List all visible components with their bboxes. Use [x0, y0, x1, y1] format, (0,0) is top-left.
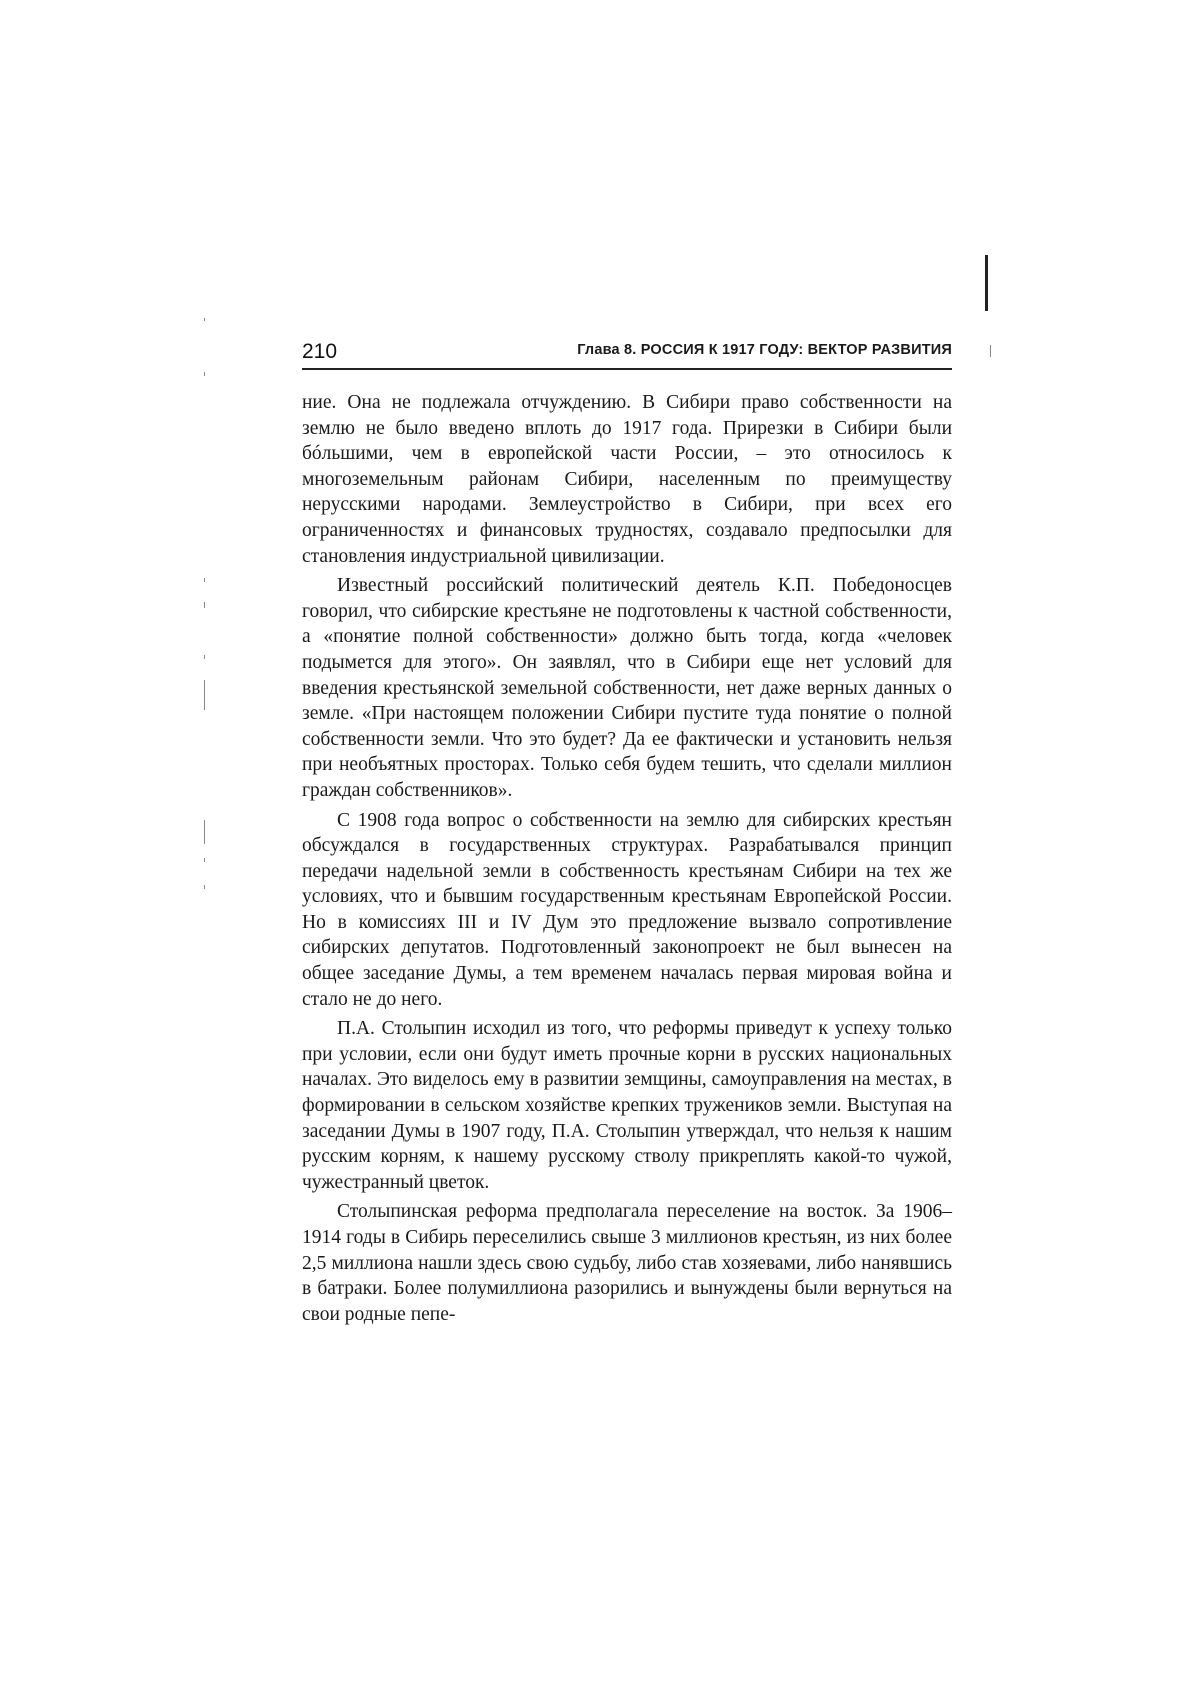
scan-edge-mark — [985, 255, 988, 311]
running-head: Глава 8. РОССИЯ К 1917 ГОДУ: ВЕКТОР РАЗВИТИЯ — [577, 342, 952, 358]
paragraph: П.А. Столыпин исходил из того, что реформы приведут к успеху только при условии, если они будут иметь прочные корни в русских национальных началах. Это виделось ему в развитии земщины, самоуправления на местах, в формировании в сельском хозяйстве крепких тружеников земли. Выступая на заседании Думы в 1907 году, П.А. Столыпин утверждал, что нельзя к нашим русским корням, к нашему русскому стволу прикреплять какой-то чужой, чужестранный цветок. — [302, 1018, 952, 1193]
page-header — [302, 338, 952, 370]
page-number: 210 — [302, 340, 338, 363]
scan-margin-dots — [204, 680, 205, 710]
scan-margin-dots — [204, 372, 205, 376]
paragraph: ние. Она не подлежала отчуждению. В Сибири право собственности на землю не было введено вплоть до 1917 года. Прирезки в Сибири были бóльшими, чем в европейской части России, – это относилось к многоземельным районам Сибири, населенным по преимуществу нерусскими народами. Землеустройство в Сибири, при всех его ограниченностях и финансовых трудностях, создавало предпосылки для становления индустриальной цивилизации. — [302, 392, 952, 567]
scan-margin-dots — [204, 820, 205, 844]
paragraph: Столыпинская реформа предполагала переселение на восток. За 1906–1914 годы в Сибирь переселились свыше 3 миллионов крестьян, из них более 2,5 миллиона нашли здесь свою судьбу, либо став хозяевами, либо нанявшись в батраки. Более полумиллиона разорились и вынуждены были вернуться на свои родные пепе- — [302, 1201, 952, 1325]
scan-margin-dots — [204, 655, 205, 659]
scan-margin-dots — [990, 345, 991, 357]
scan-margin-dots — [204, 858, 205, 862]
scan-margin-dots — [204, 602, 205, 608]
body-text — [302, 390, 952, 1331]
scan-margin-dots — [204, 578, 205, 582]
scan-margin-dots — [204, 318, 205, 321]
scan-margin-dots — [204, 885, 205, 889]
paragraph: Известный российский политический деятель К.П. Победоносцев говорил, что сибирские крестьяне не подготовлены к частной собственности, а «понятие полной собственности» должно быть тогда, когда «человек подымется для этого». Он заявлял, что в Сибири еще нет условий для введения крестьянской земельной собственности, нет даже верных данных о земле. «При настоящем положении Сибири пустите туда понятие о полной собственности земли. Что это будет? Да ее фактически и установить нельзя при необъятных просторах. Только себя будем тешить, что сделали миллион граждан собственников». — [302, 575, 952, 801]
paragraph: С 1908 года вопрос о собственности на землю для сибирских крестьян обсуждался в государственных структурах. Разрабатывался принцип передачи надельной земли в собственность крестьянам Сибири на тех же условиях, что и бывшим государственным крестьянам Европейской России. Но в комиссиях III и IV Дум это предложение вызвало сопротивление сибирских депутатов. Подготовленный законопроект не был вынесен на общее заседание Думы, а тем временем началась первая мировая война и стало не до него. — [302, 809, 952, 1010]
